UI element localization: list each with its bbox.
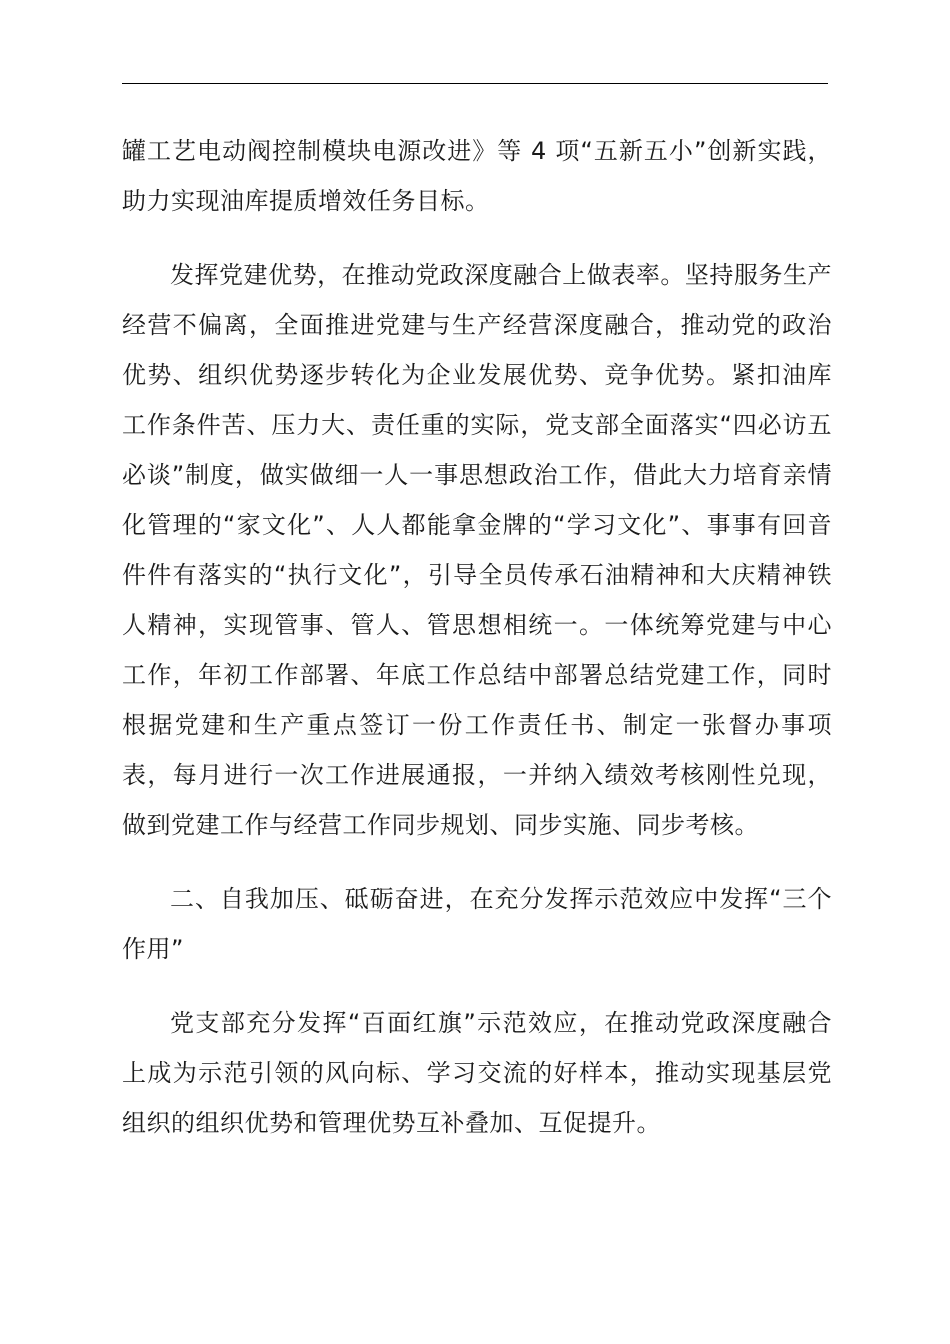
paragraph-continuation: 罐工艺电动阀控制模块电源改进》等 4 项“五新五小”创新实践，助力实现油库提质增效任务目标。 <box>122 137 832 215</box>
paragraph-party-building: 发挥党建优势，在推动党政深度融合上做表率。坚持服务生产经营不偏离，全面推进党建与生产经营深度融合，推动党的政治优势、组织优势逐步转化为企业发展优势、竞争优势。紧扣油库工作条件苦、压力大、责任重的实际，党支部全面落实“四必访五必谈”制度，做实做细一人一事思想政治工作，借此大力培育亲情化管理的“家文化”、人人都能拿金牌的“学习文化”、事事有回音件件有落实的“执行文化”，引导全员传承石油精神和大庆精神铁人精神，实现管事、管人、管思想相统一。一体统筹党建与中心工作，年初工作部署、年底工作总结中部署总结党建工作，同时根据党建和生产重点签订一份工作责任书、制定一张督办事项表，每月进行一次工作进展通报，一并纳入绩效考核刚性兑现，做到党建工作与经营工作同步规划、同步实施、同步考核。 <box>122 261 832 839</box>
paragraph-red-flag: 党支部充分发挥“百面红旗”示范效应，在推动党政深度融合上成为示范引领的风向标、学习交流的好样本，推动实现基层党组织的组织优势和管理优势互补叠加、互促提升。 <box>122 1009 832 1137</box>
document-body <box>122 126 832 1172</box>
header-rule <box>122 83 828 84</box>
section-heading: 二、自我加压、砥砺奋进，在充分发挥示范效应中发挥“三个作用” <box>122 885 832 963</box>
